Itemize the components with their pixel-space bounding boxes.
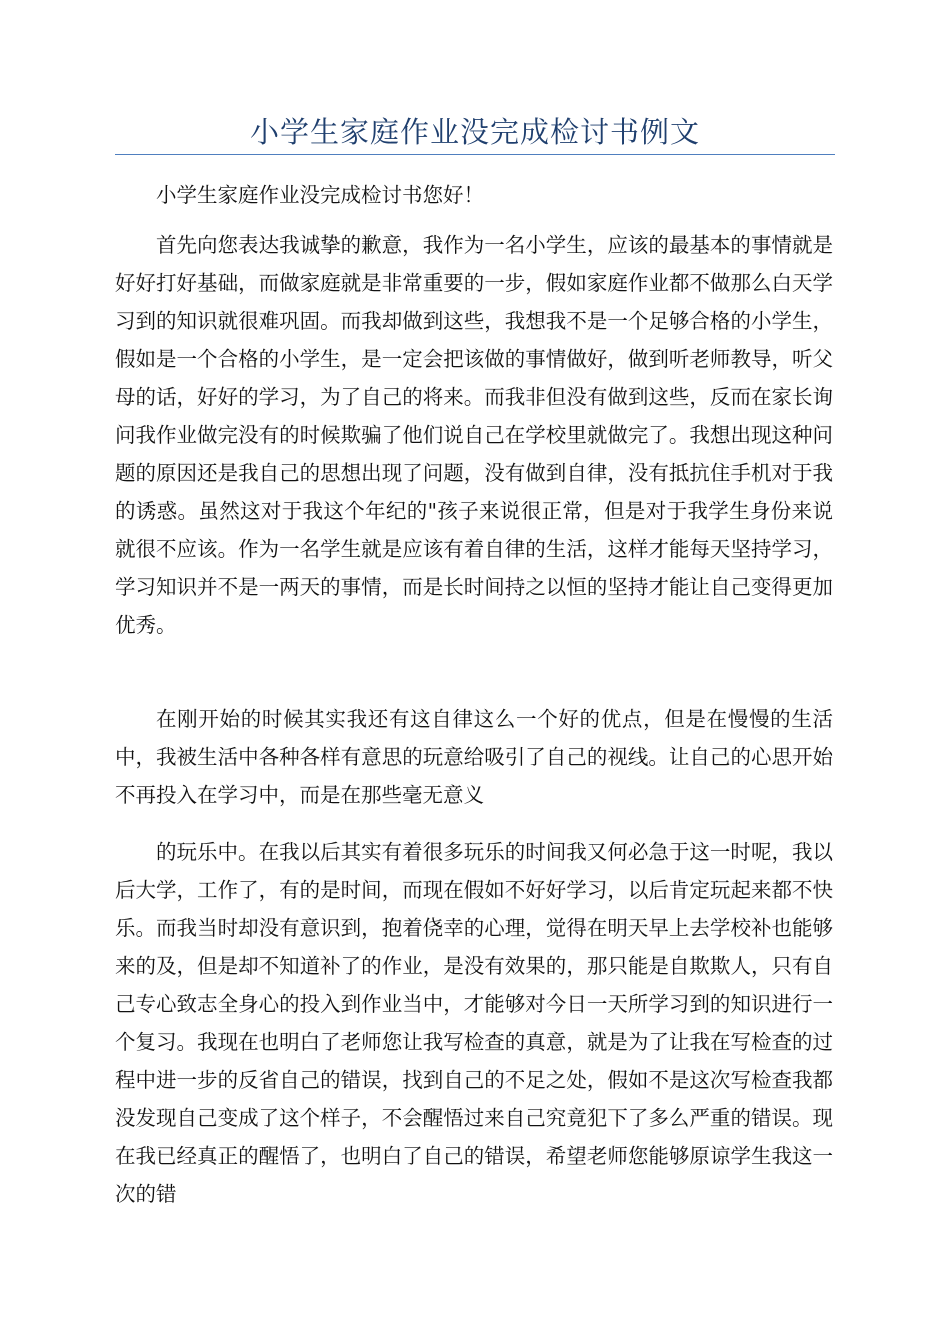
greeting-line: 小学生家庭作业没完成检讨书您好！: [156, 183, 484, 207]
greeting-block: [115, 176, 833, 214]
paragraph-1-block: [115, 226, 833, 644]
paragraph-2-block: [115, 700, 833, 814]
paragraph-2: 在刚开始的时候其实我还有这自律这么一个好的优点，但是在慢慢的生活中，我被生活中各种各样有意思的玩意给吸引了自己的视线。让自己的心思开始不再投入在学习中，而是在那些毫无意义: [115, 707, 833, 807]
title-underline: [115, 154, 835, 155]
paragraph-1: 首先向您表达我诚挚的歉意，我作为一名小学生，应该的最基本的事情就是好好打好基础，而做家庭就是非常重要的一步，假如家庭作业都不做那么白天学习到的知识就很难巩固。而我却做到这些，我想我不是一个足够合格的小学生，假如是一个合格的小学生，是一定会把该做的事情做好，做到听老师教导，听父母的话，好好的学习，为了自己的将来。而我非但没有做到这些，反而在家长询问我作业做完没有的时候欺骗了他们说自己在学校里就做完了。我想出现这种问题的原因还是我自己的思想出现了问题，没有做到自律，没有抵抗住手机对于我的诱惑。虽然这对于我这个年纪的"孩子来说很正常，但是对于我学生身份来说就很不应该。作为一名学生就是应该有着自律的生活，这样才能每天坚持学习，学习知识并不是一两天的事情，而是长时间持之以恒的坚持才能让自己变得更加优秀。: [115, 233, 833, 637]
paragraph-3: 的玩乐中。在我以后其实有着很多玩乐的时间我又何必急于这一时呢，我以后大学，工作了，有的是时间，而现在假如不好好学习，以后肯定玩起来都不快乐。而我当时却没有意识到，抱着侥幸的心理，觉得在明天早上去学校补也能够来的及，但是却不知道补了的作业，是没有效果的，那只能是自欺欺人，只有自己专心致志全身心的投入到作业当中，才能够对今日一天所学习到的知识进行一个复习。我现在也明白了老师您让我写检查的真意，就是为了让我在写检查的过程中进一步的反省自己的错误，找到自己的不足之处，假如不是这次写检查我都没发现自己变成了这个样子，不会醒悟过来自己究竟犯下了多么严重的错误。现在我已经真正的醒悟了，也明白了自己的错误，希望老师您能够原谅学生我这一次的错: [115, 840, 833, 1206]
paragraph-3-block: [115, 833, 833, 1213]
document-title: 小学生家庭作业没完成检讨书例文: [249, 115, 700, 149]
